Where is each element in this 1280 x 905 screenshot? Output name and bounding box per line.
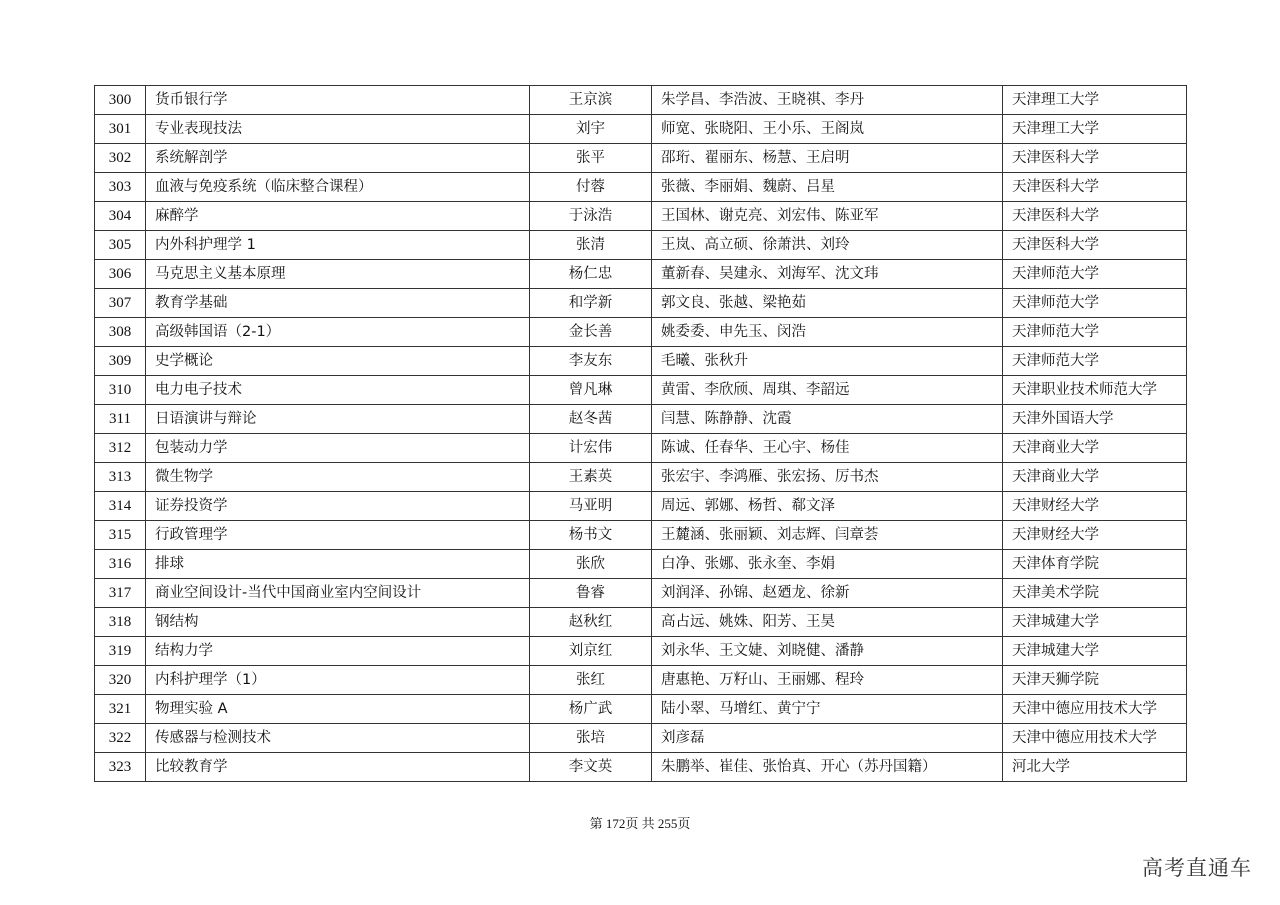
cell-course-name: 结构力学 xyxy=(146,637,530,666)
cell-course-name: 比较教育学 xyxy=(146,753,530,782)
table-row xyxy=(95,434,1187,463)
table-row xyxy=(95,260,1187,289)
table-row xyxy=(95,637,1187,666)
cell-course-name: 内外科护理学 1 xyxy=(146,231,530,260)
cell-leader: 曾凡琳 xyxy=(530,376,652,405)
cell-members: 闫慧、陈静静、沈霞 xyxy=(652,405,1003,434)
cell-number: 300 xyxy=(95,86,146,115)
cell-course-name: 行政管理学 xyxy=(146,521,530,550)
watermark-text: 高考直通车 xyxy=(1142,856,1252,880)
cell-leader: 刘京红 xyxy=(530,637,652,666)
cell-number: 316 xyxy=(95,550,146,579)
cell-leader: 鲁睿 xyxy=(530,579,652,608)
cell-course-name: 货币银行学 xyxy=(146,86,530,115)
cell-members: 朱学昌、李浩波、王晓祺、李丹 xyxy=(652,86,1003,115)
cell-school: 天津美术学院 xyxy=(1003,579,1187,608)
table-row xyxy=(95,521,1187,550)
table-row xyxy=(95,231,1187,260)
cell-school: 天津商业大学 xyxy=(1003,463,1187,492)
cell-members: 毛曦、张秋升 xyxy=(652,347,1003,376)
cell-members: 姚委委、申先玉、闵浩 xyxy=(652,318,1003,347)
cell-leader: 马亚明 xyxy=(530,492,652,521)
cell-number: 315 xyxy=(95,521,146,550)
cell-leader: 王素英 xyxy=(530,463,652,492)
cell-school: 天津医科大学 xyxy=(1003,173,1187,202)
cell-members: 董新春、吴建永、刘海军、沈文玮 xyxy=(652,260,1003,289)
cell-members: 师宽、张晓阳、王小乐、王阁岚 xyxy=(652,115,1003,144)
cell-number: 309 xyxy=(95,347,146,376)
cell-members: 王国林、谢克亮、刘宏伟、陈亚军 xyxy=(652,202,1003,231)
cell-number: 302 xyxy=(95,144,146,173)
cell-leader: 王京滨 xyxy=(530,86,652,115)
table-row xyxy=(95,144,1187,173)
course-table xyxy=(94,85,1187,782)
cell-course-name: 传感器与检测技术 xyxy=(146,724,530,753)
cell-school: 天津医科大学 xyxy=(1003,202,1187,231)
cell-members: 朱鹏举、崔佳、张怡真、开心（苏丹国籍） xyxy=(652,753,1003,782)
table-row xyxy=(95,579,1187,608)
table-row xyxy=(95,695,1187,724)
cell-course-name: 证券投资学 xyxy=(146,492,530,521)
cell-course-name: 专业表现技法 xyxy=(146,115,530,144)
cell-school: 河北大学 xyxy=(1003,753,1187,782)
cell-members: 刘彦磊 xyxy=(652,724,1003,753)
cell-school: 天津城建大学 xyxy=(1003,637,1187,666)
cell-number: 304 xyxy=(95,202,146,231)
cell-leader: 金长善 xyxy=(530,318,652,347)
cell-members: 张宏宇、李鸿雁、张宏扬、厉书杰 xyxy=(652,463,1003,492)
cell-school: 天津理工大学 xyxy=(1003,86,1187,115)
cell-members: 唐惠艳、万籽山、王丽娜、程玲 xyxy=(652,666,1003,695)
cell-school: 天津财经大学 xyxy=(1003,492,1187,521)
cell-number: 317 xyxy=(95,579,146,608)
cell-leader: 张红 xyxy=(530,666,652,695)
cell-course-name: 马克思主义基本原理 xyxy=(146,260,530,289)
cell-course-name: 史学概论 xyxy=(146,347,530,376)
cell-course-name: 包装动力学 xyxy=(146,434,530,463)
cell-school: 天津中德应用技术大学 xyxy=(1003,695,1187,724)
cell-school: 天津天狮学院 xyxy=(1003,666,1187,695)
cell-school: 天津财经大学 xyxy=(1003,521,1187,550)
cell-leader: 杨书文 xyxy=(530,521,652,550)
cell-leader: 李友东 xyxy=(530,347,652,376)
cell-number: 320 xyxy=(95,666,146,695)
cell-course-name: 钢结构 xyxy=(146,608,530,637)
table-row xyxy=(95,405,1187,434)
cell-leader: 张平 xyxy=(530,144,652,173)
table-row xyxy=(95,492,1187,521)
table-row xyxy=(95,376,1187,405)
cell-school: 天津体育学院 xyxy=(1003,550,1187,579)
cell-leader: 张清 xyxy=(530,231,652,260)
cell-leader: 杨仁忠 xyxy=(530,260,652,289)
cell-school: 天津师范大学 xyxy=(1003,289,1187,318)
table-row xyxy=(95,724,1187,753)
cell-leader: 杨广武 xyxy=(530,695,652,724)
cell-number: 308 xyxy=(95,318,146,347)
cell-school: 天津医科大学 xyxy=(1003,231,1187,260)
cell-course-name: 电力电子技术 xyxy=(146,376,530,405)
cell-members: 王岚、高立硕、徐萧洪、刘玲 xyxy=(652,231,1003,260)
cell-number: 314 xyxy=(95,492,146,521)
cell-course-name: 教育学基础 xyxy=(146,289,530,318)
cell-course-name: 微生物学 xyxy=(146,463,530,492)
cell-leader: 和学新 xyxy=(530,289,652,318)
cell-leader: 刘宇 xyxy=(530,115,652,144)
cell-leader: 于泳浩 xyxy=(530,202,652,231)
cell-members: 高占远、姚姝、阳芳、王昊 xyxy=(652,608,1003,637)
cell-number: 307 xyxy=(95,289,146,318)
table-row xyxy=(95,318,1187,347)
cell-leader: 李文英 xyxy=(530,753,652,782)
cell-leader: 张培 xyxy=(530,724,652,753)
cell-school: 天津师范大学 xyxy=(1003,318,1187,347)
cell-number: 301 xyxy=(95,115,146,144)
cell-number: 322 xyxy=(95,724,146,753)
cell-members: 刘永华、王文婕、刘晓健、潘静 xyxy=(652,637,1003,666)
cell-members: 王麓涵、张丽颖、刘志辉、闫章荟 xyxy=(652,521,1003,550)
cell-members: 周远、郭娜、杨哲、郗文泽 xyxy=(652,492,1003,521)
cell-school: 天津职业技术师范大学 xyxy=(1003,376,1187,405)
cell-number: 311 xyxy=(95,405,146,434)
table-row xyxy=(95,173,1187,202)
cell-leader: 赵秋红 xyxy=(530,608,652,637)
cell-members: 陈诚、任春华、王心宇、杨佳 xyxy=(652,434,1003,463)
cell-leader: 赵冬茜 xyxy=(530,405,652,434)
cell-school: 天津师范大学 xyxy=(1003,347,1187,376)
table-row xyxy=(95,115,1187,144)
cell-course-name: 系统解剖学 xyxy=(146,144,530,173)
cell-course-name: 排球 xyxy=(146,550,530,579)
cell-number: 313 xyxy=(95,463,146,492)
cell-school: 天津理工大学 xyxy=(1003,115,1187,144)
cell-leader: 计宏伟 xyxy=(530,434,652,463)
cell-members: 白净、张娜、张永奎、李娟 xyxy=(652,550,1003,579)
cell-leader: 张欣 xyxy=(530,550,652,579)
cell-number: 323 xyxy=(95,753,146,782)
table-row xyxy=(95,347,1187,376)
cell-course-name: 麻醉学 xyxy=(146,202,530,231)
table-row xyxy=(95,608,1187,637)
cell-school: 天津师范大学 xyxy=(1003,260,1187,289)
cell-members: 陆小翠、马增红、黄宁宁 xyxy=(652,695,1003,724)
cell-course-name: 商业空间设计-当代中国商业室内空间设计 xyxy=(146,579,530,608)
cell-number: 306 xyxy=(95,260,146,289)
cell-members: 郭文良、张越、梁艳茹 xyxy=(652,289,1003,318)
cell-course-name: 日语演讲与辩论 xyxy=(146,405,530,434)
cell-school: 天津中德应用技术大学 xyxy=(1003,724,1187,753)
cell-members: 黄雷、李欣颀、周琪、李韶远 xyxy=(652,376,1003,405)
cell-school: 天津城建大学 xyxy=(1003,608,1187,637)
cell-course-name: 内科护理学（1） xyxy=(146,666,530,695)
table-row xyxy=(95,550,1187,579)
cell-school: 天津商业大学 xyxy=(1003,434,1187,463)
cell-number: 318 xyxy=(95,608,146,637)
table-row xyxy=(95,289,1187,318)
cell-number: 305 xyxy=(95,231,146,260)
table-row xyxy=(95,202,1187,231)
course-table-body xyxy=(95,86,1187,782)
table-row xyxy=(95,86,1187,115)
table-row xyxy=(95,753,1187,782)
page-footer: 第 172页 共 255页 xyxy=(589,816,691,831)
cell-number: 321 xyxy=(95,695,146,724)
cell-course-name: 高级韩国语（2-1） xyxy=(146,318,530,347)
cell-course-name: 物理实验 A xyxy=(146,695,530,724)
cell-course-name: 血液与免疫系统（临床整合课程） xyxy=(146,173,530,202)
cell-number: 303 xyxy=(95,173,146,202)
table-row xyxy=(95,463,1187,492)
cell-number: 310 xyxy=(95,376,146,405)
cell-members: 刘润泽、孙锦、赵廼龙、徐新 xyxy=(652,579,1003,608)
cell-school: 天津医科大学 xyxy=(1003,144,1187,173)
cell-members: 张薇、李丽娟、魏蔚、吕星 xyxy=(652,173,1003,202)
table-row xyxy=(95,666,1187,695)
cell-number: 319 xyxy=(95,637,146,666)
cell-school: 天津外国语大学 xyxy=(1003,405,1187,434)
cell-number: 312 xyxy=(95,434,146,463)
cell-leader: 付蓉 xyxy=(530,173,652,202)
cell-members: 邵珩、翟丽东、杨慧、王启明 xyxy=(652,144,1003,173)
